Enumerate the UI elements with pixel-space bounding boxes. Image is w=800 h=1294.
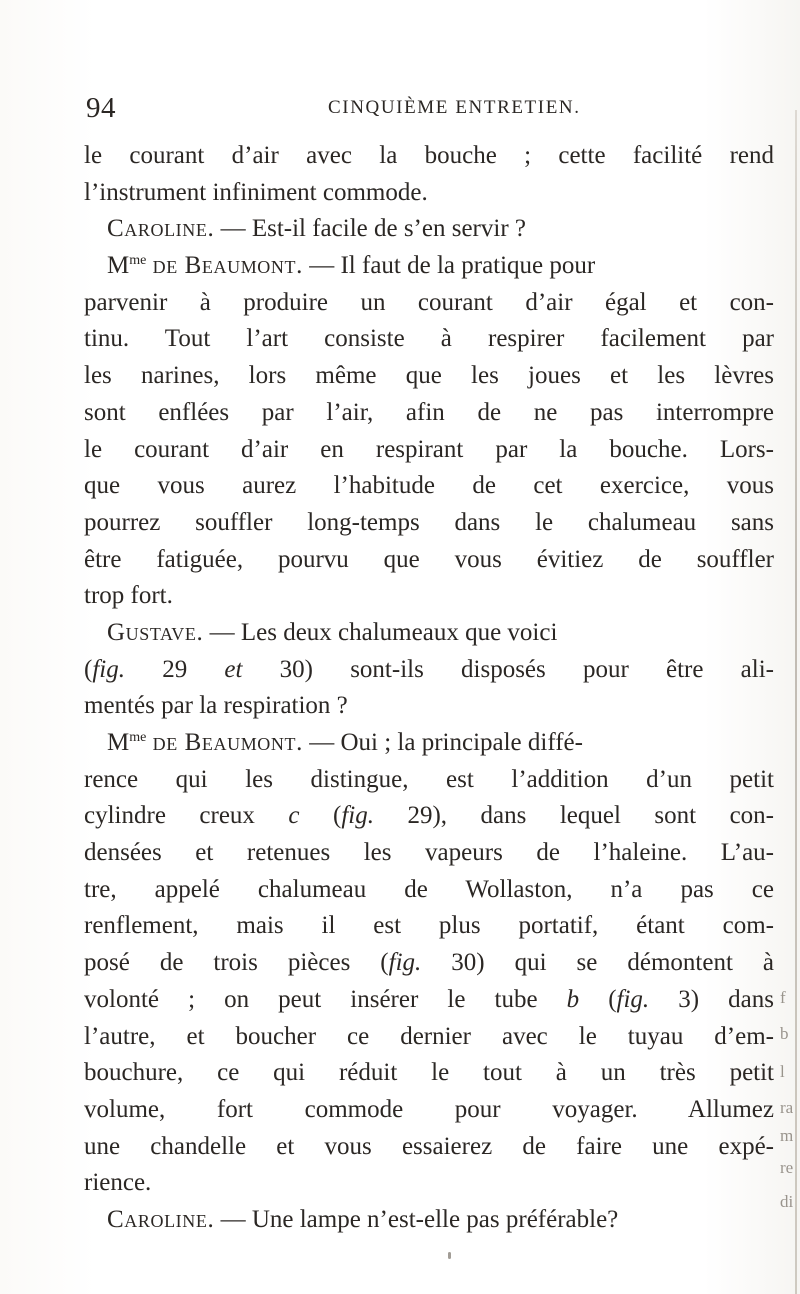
text-line [84,578,774,615]
speaker-name: Caroline. [107,1205,215,1233]
line-text: — Il faut de la pratique pour [302,252,596,280]
text-line [84,395,774,432]
text-line [84,138,774,175]
text-line [84,835,774,872]
line-text: — Oui ; la principale diffé- [302,729,583,756]
bleed-glyph: ra [780,1098,794,1117]
facing-page-edge [777,110,800,1294]
bleed-glyph: m [780,1126,794,1145]
speaker-line [84,1202,774,1239]
figure-ref: fig. [388,949,422,977]
line-text: — Une lampe n’est-elle pas préférable? [214,1205,619,1233]
line-text: — Est-il facile de s’en servir ? [214,215,526,243]
text-line [84,321,774,358]
text-line [84,175,774,212]
speaker-line [84,211,774,248]
line-text: mentés par la respiration ? [84,692,348,720]
bleed-glyph: re [780,1158,794,1177]
figure-ref: fig. [92,655,125,683]
text-line [84,358,774,395]
text-line: cylindre creux c (fig. 29), dans lequel sont con- [84,802,774,830]
print-speck [448,1252,451,1259]
figure-ref: fig. [616,985,650,1013]
line-text: renflement, mais il est plus portatif, étant com- [84,912,774,940]
line-text: bouchure, ce qui réduit le tout à un très petit [84,1059,774,1087]
line-text: pourrez souffler long-temps dans le chalumeau sans [84,508,774,536]
line-text: une chandelle et vous essaierez de faire une expé- [84,1132,774,1160]
text-line [84,1092,774,1129]
text-line [84,505,774,542]
speaker-name: Caroline. [107,215,215,243]
page-gutter-line [795,110,797,1294]
speaker-line [84,615,774,652]
line-text: le courant d’air avec la bouche ; cette facilité rend [84,142,774,169]
bleed-glyph: b [780,1024,789,1043]
speaker-name: $M^{me}$ de Beaumont. [107,252,303,280]
text-line [84,285,774,322]
line-text: être fatiguée, pourvu que vous évitiez de souffler [84,545,774,573]
line-text: densées et retenues les vapeurs de l’haleine. L’au- [84,839,774,867]
page-header [86,88,726,128]
line-text: rience. [84,1169,152,1197]
text-line: (fig. 29 et 30) sont-ils disposés pour être ali- [84,655,774,683]
line-text: volume, fort commode pour voyager. Allumez [84,1095,774,1123]
line-text: le courant d’air en respirant par la bouche. Lors- [84,435,774,463]
text-line [84,1055,774,1092]
bleed-glyph: di [780,1192,794,1211]
line-text: — Les deux chalumeaux que voici [203,618,558,646]
line-text: l’instrument infiniment commode. [84,178,428,206]
bleed-glyph: f [780,988,786,1007]
bleed-glyph: l [780,1062,785,1081]
text-line [84,432,774,469]
text-line: posé de trois pièces (fig. 30) qui se démontent à [84,949,774,977]
text-line [84,908,774,945]
line-text: les narines, lors même que les joues et les lèvres [84,362,774,390]
text-line [84,872,774,909]
text-line [84,1165,774,1202]
text-line [84,1019,774,1056]
speaker-name: $M^{me}$ de Beaumont. [107,729,303,756]
text-line [84,542,774,579]
speaker-line [84,248,774,285]
text-line [84,1129,774,1166]
speaker-line [84,725,774,762]
running-head: CINQUIÈME ENTRETIEN. [328,97,581,118]
line-text: rence qui les distingue, est l’addition d’un petit [84,765,774,793]
line-text: tinu. Tout l’art consiste à respirer facilement par [84,325,774,353]
line-text: parvenir à produire un courant d’air égal et con- [84,288,774,316]
text-line [84,762,774,799]
dialogue-text [84,138,774,1239]
line-text: que vous aurez l’habitude de cet exercice, vous [84,472,774,500]
line-text: tre, appelé chalumeau de Wollaston, n’a pas ce [84,875,774,903]
text-line: volonté ; on peut insérer le tube b (fig. 3) dans [84,985,774,1013]
text-line [84,688,774,725]
figure-ref: fig. [341,802,374,830]
page-number: 94 [86,92,116,124]
speaker-name: Gustave. [107,618,204,646]
line-text: trop fort. [84,582,173,610]
text-line [84,468,774,505]
line-text: l’autre, et boucher ce dernier avec le tuyau d’em- [84,1022,774,1050]
line-text: sont enflées par l’air, afin de ne pas interrompre [84,398,774,426]
